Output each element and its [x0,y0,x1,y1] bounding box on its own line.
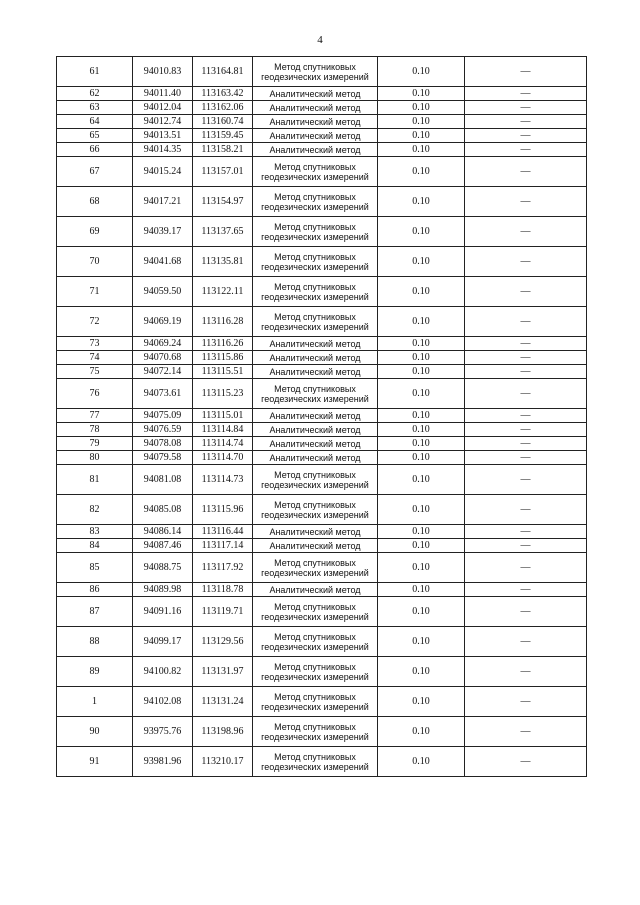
note-cell: — [465,247,587,277]
accuracy-cell: 0.10 [378,379,465,409]
table-row [57,143,587,157]
coordinates-table [56,56,587,777]
table-row [57,101,587,115]
accuracy-cell: 0.10 [378,627,465,657]
point-number-cell: 70 [57,247,133,277]
point-number-cell: 65 [57,129,133,143]
coordinates-table-body [57,57,587,777]
point-number-cell: 90 [57,717,133,747]
method-cell: Метод спутниковых геодезических измерений [253,157,378,187]
x-coordinate-cell: 94069.24 [133,337,193,351]
table-row [57,657,587,687]
table-row [57,687,587,717]
accuracy-cell: 0.10 [378,157,465,187]
note-cell: — [465,129,587,143]
note-cell: — [465,539,587,553]
note-cell: — [465,115,587,129]
y-coordinate-cell: 113157.01 [193,157,253,187]
y-coordinate-cell: 113164.81 [193,57,253,87]
accuracy-cell: 0.10 [378,187,465,217]
accuracy-cell: 0.10 [378,465,465,495]
point-number-cell: 66 [57,143,133,157]
method-cell: Аналитический метод [253,143,378,157]
method-cell: Метод спутниковых геодезических измерений [253,187,378,217]
method-cell: Аналитический метод [253,101,378,115]
y-coordinate-cell: 113116.44 [193,525,253,539]
accuracy-cell: 0.10 [378,307,465,337]
accuracy-cell: 0.10 [378,687,465,717]
accuracy-cell: 0.10 [378,365,465,379]
x-coordinate-cell: 94072.14 [133,365,193,379]
x-coordinate-cell: 94069.19 [133,307,193,337]
method-cell: Аналитический метод [253,87,378,101]
accuracy-cell: 0.10 [378,423,465,437]
point-number-cell: 72 [57,307,133,337]
accuracy-cell: 0.10 [378,337,465,351]
point-number-cell: 88 [57,627,133,657]
y-coordinate-cell: 113122.11 [193,277,253,307]
point-number-cell: 81 [57,465,133,495]
accuracy-cell: 0.10 [378,747,465,777]
accuracy-cell: 0.10 [378,143,465,157]
x-coordinate-cell: 94099.17 [133,627,193,657]
point-number-cell: 75 [57,365,133,379]
note-cell: — [465,351,587,365]
x-coordinate-cell: 94081.08 [133,465,193,495]
note-cell: — [465,365,587,379]
point-number-cell: 63 [57,101,133,115]
point-number-cell: 76 [57,379,133,409]
x-coordinate-cell: 94017.21 [133,187,193,217]
accuracy-cell: 0.10 [378,115,465,129]
note-cell: — [465,583,587,597]
point-number-cell: 82 [57,495,133,525]
x-coordinate-cell: 94088.75 [133,553,193,583]
note-cell: — [465,379,587,409]
point-number-cell: 85 [57,553,133,583]
note-cell: — [465,717,587,747]
x-coordinate-cell: 94012.04 [133,101,193,115]
point-number-cell: 68 [57,187,133,217]
y-coordinate-cell: 113115.51 [193,365,253,379]
accuracy-cell: 0.10 [378,525,465,539]
x-coordinate-cell: 94078.08 [133,437,193,451]
table-row [57,157,587,187]
note-cell: — [465,337,587,351]
note-cell: — [465,101,587,115]
point-number-cell: 89 [57,657,133,687]
note-cell: — [465,627,587,657]
accuracy-cell: 0.10 [378,657,465,687]
method-cell: Аналитический метод [253,365,378,379]
x-coordinate-cell: 94070.68 [133,351,193,365]
y-coordinate-cell: 113154.97 [193,187,253,217]
method-cell: Аналитический метод [253,129,378,143]
point-number-cell: 67 [57,157,133,187]
x-coordinate-cell: 93981.96 [133,747,193,777]
x-coordinate-cell: 94059.50 [133,277,193,307]
method-cell: Аналитический метод [253,525,378,539]
x-coordinate-cell: 94100.82 [133,657,193,687]
table-row [57,351,587,365]
point-number-cell: 79 [57,437,133,451]
point-number-cell: 73 [57,337,133,351]
note-cell: — [465,495,587,525]
y-coordinate-cell: 113117.14 [193,539,253,553]
point-number-cell: 77 [57,409,133,423]
y-coordinate-cell: 113114.74 [193,437,253,451]
point-number-cell: 84 [57,539,133,553]
note-cell: — [465,553,587,583]
method-cell: Метод спутниковых геодезических измерений [253,247,378,277]
method-cell: Аналитический метод [253,583,378,597]
table-row [57,597,587,627]
method-cell: Аналитический метод [253,351,378,365]
method-cell: Метод спутниковых геодезических измерений [253,747,378,777]
y-coordinate-cell: 113131.97 [193,657,253,687]
table-row [57,553,587,583]
method-cell: Метод спутниковых геодезических измерений [253,379,378,409]
y-coordinate-cell: 113119.71 [193,597,253,627]
method-cell: Метод спутниковых геодезических измерений [253,717,378,747]
y-coordinate-cell: 113198.96 [193,717,253,747]
point-number-cell: 80 [57,451,133,465]
table-row [57,129,587,143]
method-cell: Метод спутниковых геодезических измерений [253,495,378,525]
x-coordinate-cell: 93975.76 [133,717,193,747]
table-row [57,115,587,129]
y-coordinate-cell: 113135.81 [193,247,253,277]
table-row [57,717,587,747]
accuracy-cell: 0.10 [378,717,465,747]
note-cell: — [465,187,587,217]
accuracy-cell: 0.10 [378,437,465,451]
table-row [57,747,587,777]
table-row [57,307,587,337]
table-row [57,627,587,657]
y-coordinate-cell: 113159.45 [193,129,253,143]
accuracy-cell: 0.10 [378,129,465,143]
x-coordinate-cell: 94102.08 [133,687,193,717]
note-cell: — [465,451,587,465]
accuracy-cell: 0.10 [378,87,465,101]
table-row [57,451,587,465]
y-coordinate-cell: 113115.23 [193,379,253,409]
method-cell: Аналитический метод [253,409,378,423]
table-row [57,437,587,451]
accuracy-cell: 0.10 [378,583,465,597]
x-coordinate-cell: 94079.58 [133,451,193,465]
note-cell: — [465,597,587,627]
note-cell: — [465,747,587,777]
table-row [57,365,587,379]
method-cell: Аналитический метод [253,539,378,553]
table-row [57,337,587,351]
note-cell: — [465,423,587,437]
note-cell: — [465,143,587,157]
note-cell: — [465,409,587,423]
y-coordinate-cell: 113160.74 [193,115,253,129]
table-row [57,409,587,423]
table-row [57,539,587,553]
y-coordinate-cell: 113158.21 [193,143,253,157]
accuracy-cell: 0.10 [378,597,465,627]
y-coordinate-cell: 113162.06 [193,101,253,115]
table-row [57,247,587,277]
y-coordinate-cell: 113115.01 [193,409,253,423]
point-number-cell: 86 [57,583,133,597]
method-cell: Аналитический метод [253,437,378,451]
point-number-cell: 1 [57,687,133,717]
note-cell: — [465,87,587,101]
accuracy-cell: 0.10 [378,553,465,583]
table-row [57,525,587,539]
y-coordinate-cell: 113114.70 [193,451,253,465]
method-cell: Метод спутниковых геодезических измерений [253,217,378,247]
point-number-cell: 87 [57,597,133,627]
method-cell: Метод спутниковых геодезических измерений [253,553,378,583]
method-cell: Метод спутниковых геодезических измерений [253,277,378,307]
point-number-cell: 74 [57,351,133,365]
x-coordinate-cell: 94011.40 [133,87,193,101]
x-coordinate-cell: 94091.16 [133,597,193,627]
y-coordinate-cell: 113117.92 [193,553,253,583]
y-coordinate-cell: 113115.96 [193,495,253,525]
point-number-cell: 64 [57,115,133,129]
note-cell: — [465,217,587,247]
table-row [57,277,587,307]
point-number-cell: 83 [57,525,133,539]
accuracy-cell: 0.10 [378,57,465,87]
method-cell: Метод спутниковых геодезических измерений [253,597,378,627]
method-cell: Аналитический метод [253,115,378,129]
method-cell: Аналитический метод [253,451,378,465]
accuracy-cell: 0.10 [378,247,465,277]
method-cell: Метод спутниковых геодезических измерений [253,465,378,495]
table-row [57,495,587,525]
y-coordinate-cell: 113116.28 [193,307,253,337]
table-row [57,187,587,217]
method-cell: Метод спутниковых геодезических измерений [253,687,378,717]
x-coordinate-cell: 94041.68 [133,247,193,277]
y-coordinate-cell: 113210.17 [193,747,253,777]
accuracy-cell: 0.10 [378,495,465,525]
note-cell: — [465,465,587,495]
x-coordinate-cell: 94086.14 [133,525,193,539]
y-coordinate-cell: 113114.84 [193,423,253,437]
method-cell: Метод спутниковых геодезических измерений [253,57,378,87]
table-row [57,57,587,87]
x-coordinate-cell: 94014.35 [133,143,193,157]
y-coordinate-cell: 113114.73 [193,465,253,495]
note-cell: — [465,657,587,687]
point-number-cell: 91 [57,747,133,777]
y-coordinate-cell: 113137.65 [193,217,253,247]
note-cell: — [465,157,587,187]
x-coordinate-cell: 94089.98 [133,583,193,597]
y-coordinate-cell: 113131.24 [193,687,253,717]
page-number: 4 [317,34,323,46]
method-cell: Аналитический метод [253,423,378,437]
accuracy-cell: 0.10 [378,351,465,365]
table-row [57,465,587,495]
x-coordinate-cell: 94085.08 [133,495,193,525]
x-coordinate-cell: 94073.61 [133,379,193,409]
y-coordinate-cell: 113163.42 [193,87,253,101]
method-cell: Метод спутниковых геодезических измерений [253,627,378,657]
table-row [57,379,587,409]
note-cell: — [465,307,587,337]
note-cell: — [465,687,587,717]
x-coordinate-cell: 94087.46 [133,539,193,553]
point-number-cell: 61 [57,57,133,87]
accuracy-cell: 0.10 [378,217,465,247]
note-cell: — [465,57,587,87]
y-coordinate-cell: 113116.26 [193,337,253,351]
accuracy-cell: 0.10 [378,539,465,553]
accuracy-cell: 0.10 [378,101,465,115]
x-coordinate-cell: 94076.59 [133,423,193,437]
x-coordinate-cell: 94010.83 [133,57,193,87]
x-coordinate-cell: 94015.24 [133,157,193,187]
x-coordinate-cell: 94012.74 [133,115,193,129]
x-coordinate-cell: 94075.09 [133,409,193,423]
y-coordinate-cell: 113115.86 [193,351,253,365]
point-number-cell: 71 [57,277,133,307]
note-cell: — [465,277,587,307]
point-number-cell: 69 [57,217,133,247]
accuracy-cell: 0.10 [378,409,465,423]
y-coordinate-cell: 113118.78 [193,583,253,597]
point-number-cell: 78 [57,423,133,437]
method-cell: Метод спутниковых геодезических измерений [253,657,378,687]
x-coordinate-cell: 94039.17 [133,217,193,247]
point-number-cell: 62 [57,87,133,101]
note-cell: — [465,525,587,539]
note-cell: — [465,437,587,451]
accuracy-cell: 0.10 [378,451,465,465]
y-coordinate-cell: 113129.56 [193,627,253,657]
table-row [57,87,587,101]
table-row [57,583,587,597]
method-cell: Метод спутниковых геодезических измерений [253,307,378,337]
method-cell: Аналитический метод [253,337,378,351]
accuracy-cell: 0.10 [378,277,465,307]
table-row [57,217,587,247]
x-coordinate-cell: 94013.51 [133,129,193,143]
table-row [57,423,587,437]
